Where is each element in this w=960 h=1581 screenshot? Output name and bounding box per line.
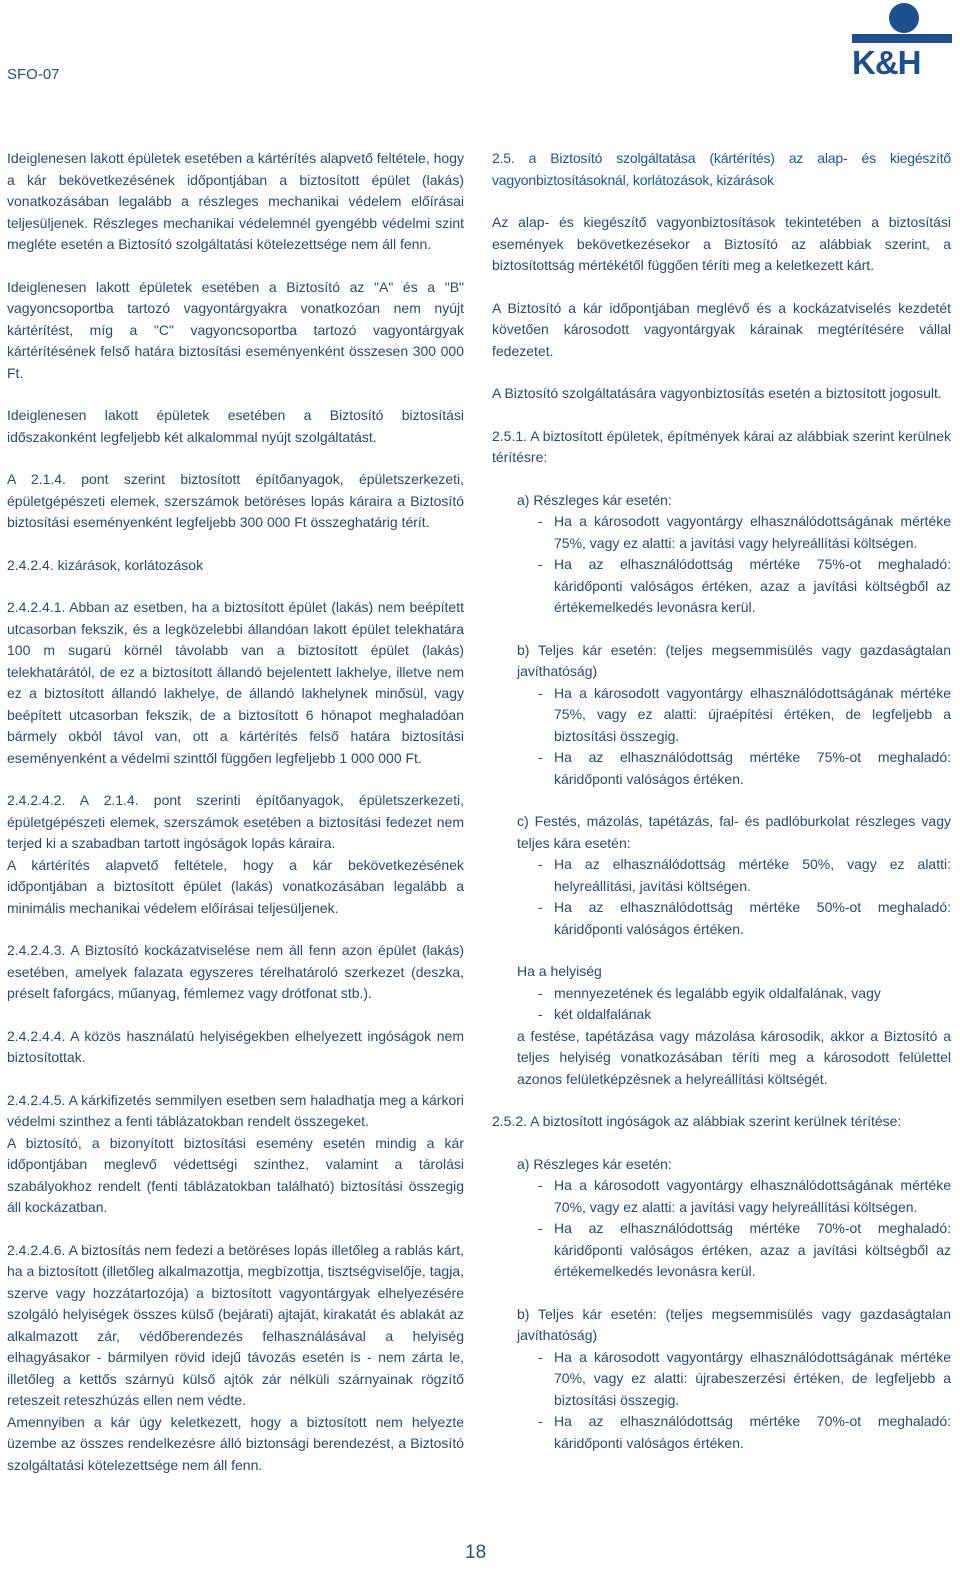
page-number: 18: [465, 1542, 487, 1563]
dash-item: - Ha a károsodott vagyontárgy elhasználódottságának mértéke 75%, vagy ez alatti: a javítási vagy helyreállítási költségen.: [492, 511, 951, 554]
list-item: b) Teljes kár esetén: (teljes megsemmisülés vagy gazdaságtalan javíthatóság): [517, 641, 951, 679]
dash-item: - Ha az elhasználódottság mértéke 75%-ot meghaladó: káridőponti valóságos értéken, azaz a javítási költségből az értékemelkedés levonásra kerül.: [492, 554, 951, 619]
dash-item: - Ha az elhasználódottság mértéke 50%-ot meghaladó: káridőponti valóságos értéken.: [492, 897, 951, 940]
paragraph: 2.4.2.4.4. A közös használatú helyiségekben elhelyezett ingóságok nem biztosítottak.: [7, 1027, 464, 1065]
paragraph: 2.4.2.4.6. A biztosítás nem fedezi a betöréses lopás illetőleg a rablás kárt, ha a biztosított (illetőleg alkalmazottja, megbízottja, tisztségviselője, tagja, szerve vagy hozzátartozója) a biztosított vagyontárgyak elhelyezésére szolgáló helyiségek összes külső (bejárati) ajtaját, kirakatát és ablakát az alkalmazott zár, védőberendezés felhasználásával a helyiség elhagyásakor - bármilyen rövid idejű távozás esetén is - nem zárta le, illetőleg a kettős szárnyú külső ajtók zár nélküli szárnyainak rögzítő reteszeit reteszhúzás ellen nem védte.: [7, 1241, 464, 1408]
paragraph: 2.4.2.4.3. A Biztosító kockázatviselése nem áll fenn azon épület (lakás) esetében, amelyek falazata egyszeres térelhatároló szerkezet (deszka, préselt faforgács, műanyag, fémlemez vagy drótfonat stb.).: [7, 942, 464, 1001]
left-column: [7, 148, 464, 1476]
section-heading: 2.5. a Biztosító szolgáltatása (kártérítés) az alap- és kiegészítő vagyonbiztosításoknál, korlátozások, kizárások: [492, 150, 951, 188]
kh-logo: [852, 0, 954, 82]
paragraph: Ideiglenesen lakott épületek esetében a Biztosító biztosítási időszakonként legfeljebb két alkalommal nyújt szolgáltatást.: [7, 407, 464, 445]
dash-item: - Ha az elhasználódottság mértéke 70%-ot meghaladó: káridőponti valóságos értéken.: [492, 1411, 951, 1454]
subsection-title: 2.5.1. A biztosított épületek, építmények kárai az alábbiak szerint kerülnek térítésre:: [492, 427, 951, 465]
paragraph: A Biztosító szolgáltatására vagyonbiztosítás esetén a biztosított jogosult.: [492, 385, 942, 401]
dash-item: - mennyezetének és legalább egyik oldalfalának, vagy: [492, 983, 951, 1005]
list-item: Ha a helyiség: [517, 963, 602, 979]
list-item: c) Festés, mázolás, tapétázás, fal- és padlóburkolat részleges vagy teljes kára esetén:: [517, 813, 951, 851]
list-item: a) Részleges kár esetén:: [517, 1155, 672, 1172]
dash-item: - Ha az elhasználódottság mértéke 70%-ot meghaladó: káridőponti valóságos értéken, azaz a javítási költségből az értékemelkedés levonásra kerül.: [492, 1218, 951, 1283]
subsection-title: 2.5.2. A biztosított ingóságok az alábbiak szerint kerülnek térítése:: [492, 1113, 902, 1129]
dash-item: - Ha az elhasználódottság mértéke 75%-ot meghaladó: káridőponti valóságos értéken.: [492, 747, 951, 790]
dash-item: - két oldalfalának: [492, 1004, 951, 1026]
dash-item: - Ha az elhasználódottság mértéke 50%, vagy ez alatti: helyreállítási, javítási költségen.: [492, 854, 951, 897]
paragraph: Ideiglenesen lakott épületek esetében a kártérítés alapvető feltétele, hogy a kár bekövetkezésének időpontjában a biztosított épület (lakás) vonatkozásában legalább a részleges mechanikai védelem előírásai teljesüljenek. Részleges mechanikai védelemnél gyengébb védelmi szint megléte esetén a Biztosító szolgáltatási kötelezettsége nem áll fenn.: [7, 150, 464, 252]
paragraph: a festése, tapétázása vagy mázolása károsodik, akkor a Biztosító a teljes helyiség vonatkozásában téríti meg a károsodott felülettel azonos felületképzésnek a helyreállítási költségét.: [517, 1027, 951, 1087]
dash-item: - Ha a károsodott vagyontárgy elhasználódottságának mértéke 70%, vagy ez alatti: újrabeszerzési értéken, de legfeljebb a biztosítási összegig.: [492, 1347, 951, 1412]
paragraph: A 2.1.4. pont szerint biztosított építőanyagok, épületszerkezeti, épületgépészeti elemek, szerszámok betöréses lopás káraira a Biztosító biztosítási eseményenként legfeljebb 300 000 Ft összeghatárig térít.: [7, 471, 464, 530]
logo-wordmark: K&H: [852, 44, 921, 81]
section-title: 2.4.2.4. kizárások, korlátozások: [7, 556, 204, 573]
right-column: [492, 148, 951, 1454]
paragraph: Ideiglenesen lakott épületek esetében a Biztosító az "A" és a "B" vagyoncsoportba tartozó vagyontárgyakra vonatkozóan nem nyújt kártérítést, míg a "C" vagyoncsoportba tartozó vagyontárgyak kártérítésének felső határa biztosítási eseményenként összesen 300 000 Ft.: [7, 278, 464, 381]
paragraph: Amennyiben a kár úgy keletkezett, hogy a biztosított nem helyezte üzembe az összes rendelkezésre álló biztonsági berendezést, a Biztosító szolgáltatási kötelezettsége nem áll fenn.: [7, 1413, 464, 1473]
paragraph: A Biztosító a kár időpontjában meglévő és a kockázatviselés kezdetét követően károsodott vagyontárgyak kárainak megtérítésére vállal fedezetet.: [492, 299, 951, 359]
paragraph: A kártérítés alapvető feltétele, hogy a kár bekövetkezésének időpontjában a biztosított épület (lakás) vonatkozásában legalább a minimális mechanikai védelem előírásai teljesüljenek.: [7, 856, 464, 916]
paragraph: 2.4.2.4.2. A 2.1.4. pont szerinti építőanyagok, épületszerkezeti, épületgépészeti elemek, szerszámok esetében a biztosítási fedezet nem terjed ki a szabadban tartott ingóságok lopás káraira.: [7, 792, 464, 851]
list-item: b) Teljes kár esetén: (teljes megsemmisülés vagy gazdaságtalan javíthatóság): [517, 1305, 951, 1343]
document-code: SFO-07: [7, 66, 60, 83]
list-item: a) Részleges kár esetén:: [517, 491, 672, 508]
dash-item: - Ha a károsodott vagyontárgy elhasználódottságának mértéke 70%, vagy ez alatti: a javítási vagy helyreállítási költségen.: [492, 1175, 951, 1218]
paragraph: 2.4.2.4.5. A kárkifizetés semmilyen esetben sem haladhatja meg a kárkori védelmi szinthez a fenti táblázatokban rendelt összegeket.: [7, 1091, 464, 1129]
dash-item: - Ha a károsodott vagyontárgy elhasználódottságának mértéke 75%, vagy ez alatti: újraépítési értéken, de legfeljebb a biztosítási összegig.: [492, 683, 951, 748]
paragraph: 2.4.2.4.1. Abban az esetben, ha a biztosított épület (lakás) nem beépített utcasorban fekszik, és a legközelebbi állandóan lakott épület telekhatára 100 m sugarú körnél távolabb van a biztosított épület (lakás) telekhatárától, de ez a biztosított állandó bejelentett lakhelye, illetve nem ez a biztosított állandó lakhelye, de állandó lakhelynek minősül, vagy beépített utcasorban fekszik, de a biztosított 6 hónapot meghaladóan bármely okból távol van, ott a kártérítés felső határa biztosítási eseményenként a védelmi szinttől függően legfeljebb 1 000 000 Ft.: [7, 599, 464, 766]
logo-figure-icon: [852, 0, 952, 46]
paragraph: Az alap- és kiegészítő vagyonbiztosítások tekintetében a biztosítási események bekövetkezésekor a Biztosító az alábbiak szerint, a biztosítottság mértékétől függően téríti meg a keletkezett kárt.: [492, 214, 951, 273]
paragraph: A biztosító, a bizonyított biztosítási esemény esetén mindig a kár időpontjában meglevő védettségi szinthez, valamint a tárolási szabályokhoz rendelt (fenti táblázatokban található) biztosítási összegig áll kockázatban.: [7, 1134, 464, 1215]
